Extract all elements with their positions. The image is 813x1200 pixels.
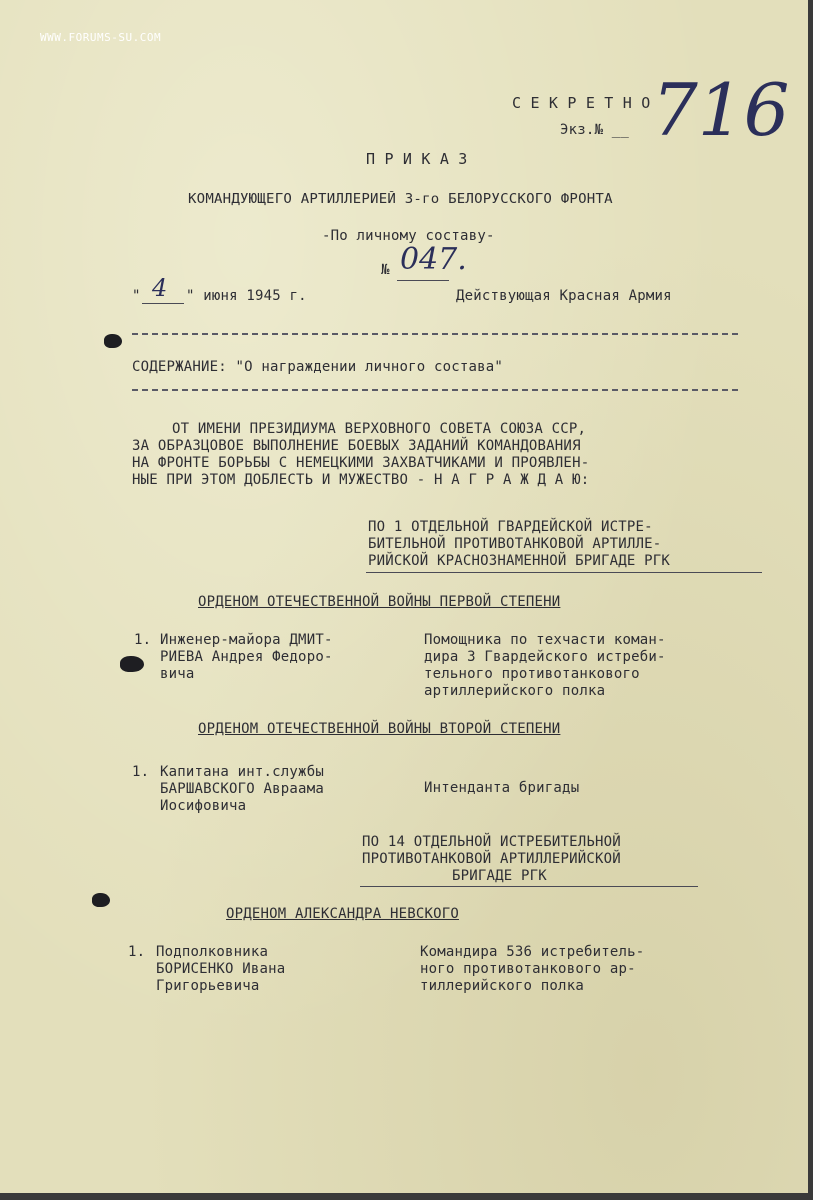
entry3-name-2: БОРИСЕНКО Ивана (156, 961, 286, 977)
entry2-post-1: Интенданта бригады (424, 780, 580, 796)
preamble-line-1: ОТ ИМЕНИ ПРЕЗИДИУМА ВЕРХОВНОГО СОВЕТА СОЮЗА ССР, (172, 421, 587, 437)
entry1-name-3: вича (160, 666, 195, 682)
unit2-line-2: ПРОТИВОТАНКОВОЙ АРТИЛЛЕРИЙСКОЙ (362, 851, 621, 867)
handwritten-number: 716 (652, 68, 790, 152)
entry2-name-1: Капитана инт.службы (160, 764, 324, 780)
entry3-name-3: Григорьевича (156, 978, 260, 994)
header-rule-top (132, 333, 738, 335)
entry1-number: 1. (134, 632, 152, 648)
secret-stamp: С Е К Р Е Т Н О (512, 94, 651, 112)
order-prefix: № (381, 262, 390, 278)
entry3-number: 1. (128, 944, 146, 960)
unit2-line-3: БРИГАДЕ РГК (452, 868, 547, 884)
entry2-name-3: Иосифовича (160, 798, 247, 814)
entry1-post-1: Помощника по техчасти коман- (424, 632, 666, 648)
entry1-name-1: Инженер-майора ДМИТ- (160, 632, 333, 648)
award3-heading: ОРДЕНОМ АЛЕКСАНДРА НЕВСКОГО (226, 906, 459, 922)
header-rule-bottom (132, 389, 738, 391)
entry1-post-3: тельного противотанкового (424, 666, 640, 682)
document-title: П Р И К А З (366, 150, 468, 168)
punch-hole (104, 334, 122, 348)
date-day-underline (142, 303, 184, 304)
order-number: 047. (400, 242, 467, 277)
place: Действующая Красная Армия (456, 288, 672, 304)
date-rest: " июня 1945 г. (186, 288, 307, 304)
unit1-line-3: РИЙСКОЙ КРАСНОЗНАМЕННОЙ БРИГАДЕ РГК (368, 553, 671, 569)
punch-hole (120, 656, 144, 672)
order-number-underline (397, 280, 449, 281)
award1-heading: ОРДЕНОМ ОТЕЧЕСТВЕННОЙ ВОЙНЫ ПЕРВОЙ СТЕПЕНИ (198, 594, 561, 610)
entry1-post-2: дира 3 Гвардейского истреби- (424, 649, 666, 665)
punch-hole (92, 893, 110, 907)
entry2-name-2: БАРШАВСКОГО Авраама (160, 781, 324, 797)
unit1-line-2: БИТЕЛЬНОЙ ПРОТИВОТАНКОВОЙ АРТИЛЛЕ- (368, 536, 662, 552)
document-subtitle: КОМАНДУЮЩЕГО АРТИЛЛЕРИЕЙ 3-го БЕЛОРУССКОГО ФРОНТА (188, 192, 613, 207)
date-quote-open: " (132, 288, 141, 304)
award2-heading: ОРДЕНОМ ОТЕЧЕСТВЕННОЙ ВОЙНЫ ВТОРОЙ СТЕПЕНИ (198, 721, 561, 737)
unit1-line-1: ПО 1 ОТДЕЛЬНОЙ ГВАРДЕЙСКОЙ ИСТРЕ- (368, 519, 653, 535)
date-day: 4 (152, 274, 168, 302)
entry1-name-2: РИЕВА Андрея Федоро- (160, 649, 333, 665)
unit2-underline (360, 886, 698, 887)
unit1-underline (366, 572, 762, 573)
preamble-line-4: НЫЕ ПРИ ЭТОМ ДОБЛЕСТЬ И МУЖЕСТВО - Н А Г Р А Ж Д А Ю: (132, 472, 590, 488)
entry3-post-2: ного противотанкового ар- (420, 961, 636, 977)
entry3-post-1: Командира 536 истребитель- (420, 944, 645, 960)
copy-number: Экз.№ __ (560, 122, 630, 138)
watermark: WWW.FORUMS-SU.COM (40, 31, 162, 44)
preamble-line-2: ЗА ОБРАЗЦОВОЕ ВЫПОЛНЕНИЕ БОЕВЫХ ЗАДАНИЙ КОМАНДОВАНИЯ (132, 438, 581, 454)
entry3-name-1: Подполковника (156, 944, 269, 960)
entry1-post-4: артиллерийского полка (424, 683, 606, 699)
subject-line: -По личному составу- (322, 228, 495, 244)
unit2-line-1: ПО 14 ОТДЕЛЬНОЙ ИСТРЕБИТЕЛЬНОЙ (362, 834, 621, 850)
entry3-post-3: тиллерийского полка (420, 978, 584, 994)
content-line: СОДЕРЖАНИЕ: "О награждении личного состава" (132, 359, 504, 375)
entry2-number: 1. (132, 764, 150, 780)
preamble-line-3: НА ФРОНТЕ БОРЬБЫ С НЕМЕЦКИМИ ЗАХВАТЧИКАМИ И ПРОЯВЛЕН- (132, 455, 590, 471)
